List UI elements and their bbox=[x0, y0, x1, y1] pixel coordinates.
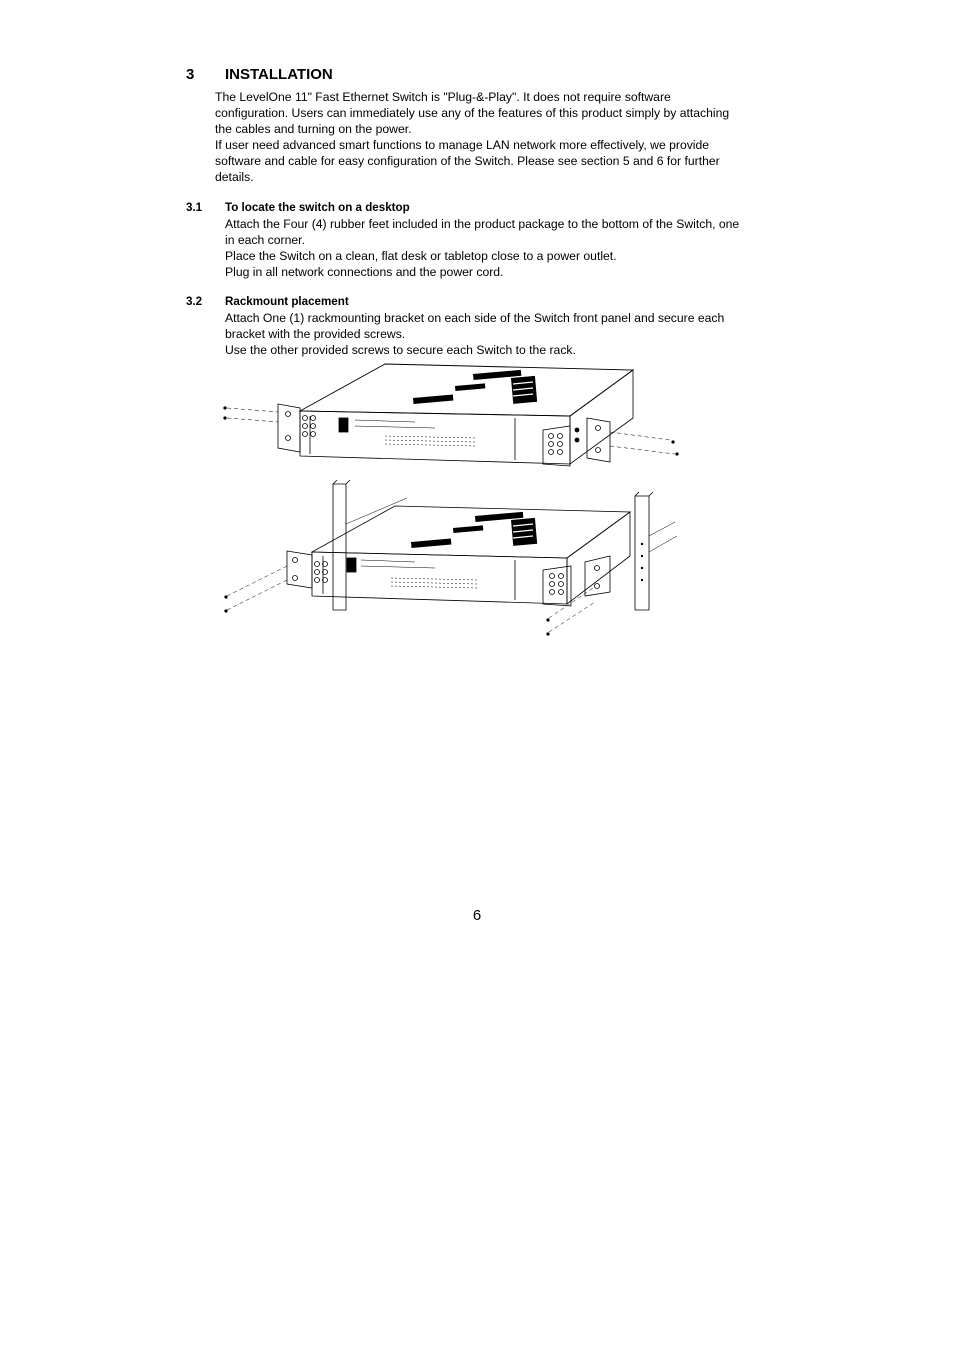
switch-rack-drawing bbox=[224, 480, 677, 636]
intro-line: software and cable for easy configuration of the Switch. Please see section 5 and 6 for further bbox=[215, 154, 720, 168]
subsection-number: 3.1 bbox=[186, 201, 203, 214]
subsection-number: 3.2 bbox=[186, 295, 203, 308]
subsection-title: To locate the switch on a desktop bbox=[225, 201, 410, 214]
subsection-body bbox=[225, 216, 739, 280]
section-number: 3 bbox=[186, 66, 195, 83]
subsection-title: Rackmount placement bbox=[225, 295, 349, 308]
body-line: bracket with the provided screws. bbox=[225, 327, 406, 341]
intro-paragraph bbox=[215, 89, 729, 185]
intro-line: If user need advanced smart functions to manage LAN network more effectively, we provide bbox=[215, 138, 710, 152]
body-line: Plug in all network connections and the power cord. bbox=[225, 265, 504, 279]
section-title: INSTALLATION bbox=[225, 66, 333, 83]
subsection-body bbox=[225, 310, 724, 358]
body-line: in each corner. bbox=[225, 233, 305, 247]
body-line: Attach the Four (4) rubber feet included in the product package to the bottom of the Switch, one bbox=[225, 217, 740, 231]
intro-line: the cables and turning on the power. bbox=[215, 122, 412, 136]
intro-line: details. bbox=[215, 170, 254, 184]
body-line: Attach One (1) rackmounting bracket on each side of the Switch front panel and secure each bbox=[225, 311, 725, 325]
intro-line: configuration. Users can immediately use any of the features of this product simply by attaching bbox=[215, 106, 730, 120]
body-line: Use the other provided screws to secure each Switch to the rack. bbox=[225, 343, 576, 357]
body-line: Place the Switch on a clean, flat desk or tabletop close to a power outlet. bbox=[225, 249, 617, 263]
rackmount-illustration bbox=[215, 356, 695, 651]
page-number: 6 bbox=[472, 907, 482, 924]
switch-top-drawing bbox=[223, 364, 678, 466]
intro-line: The LevelOne 11" Fast Ethernet Switch is "Plug-&-Play". It does not require software bbox=[215, 90, 671, 104]
